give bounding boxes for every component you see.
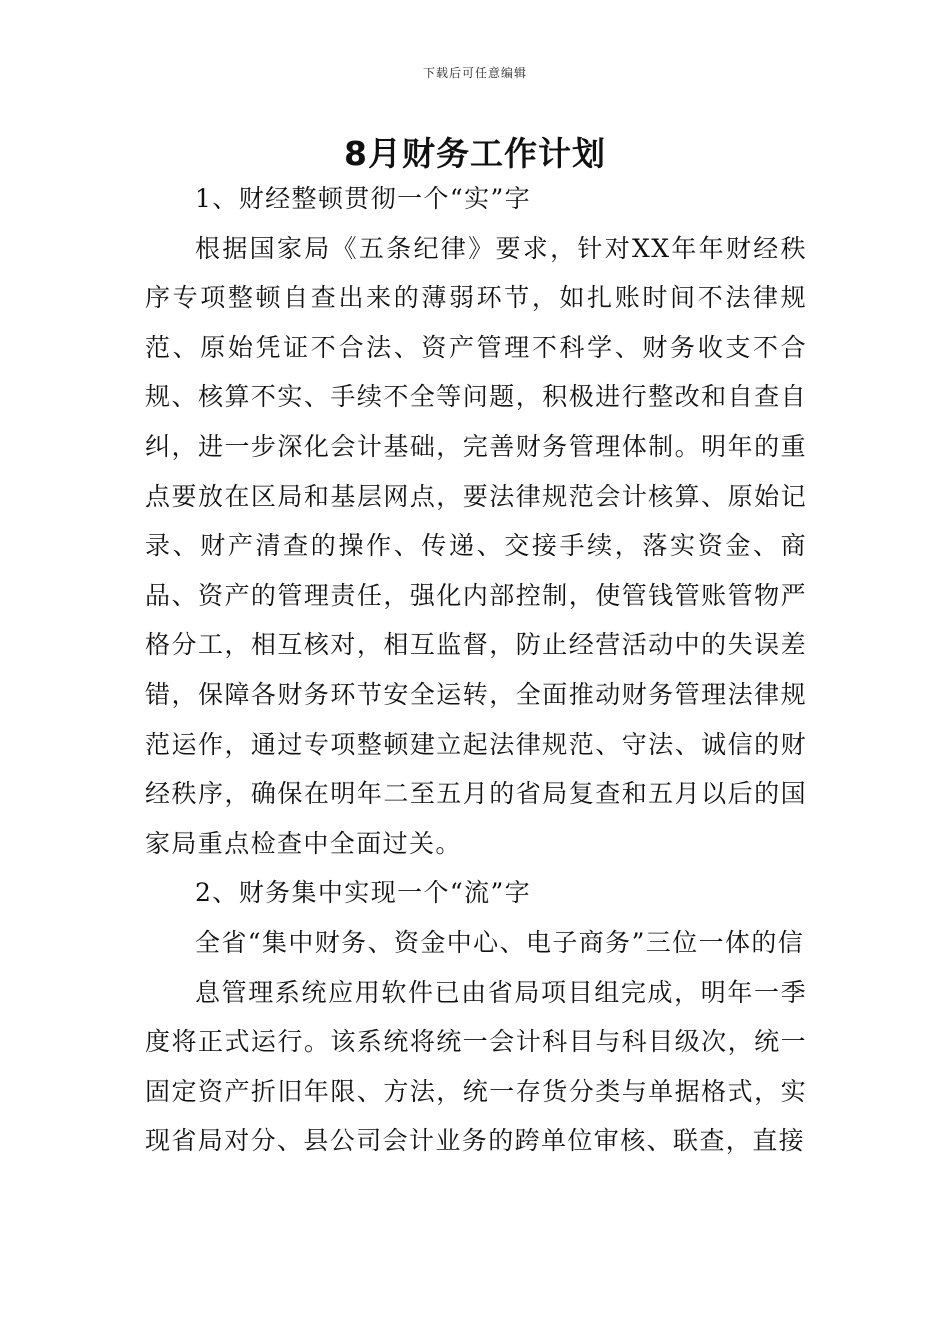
paragraph-2: 全省“集中财务、资金中心、电子商务”三位一体的信 <box>195 927 805 957</box>
section-heading-1: 1、财经整顿贯彻一个“实”字 <box>195 184 532 213</box>
section-heading-2: 2、财务集中实现一个“流”字 <box>195 878 532 908</box>
document-title: 8月财务工作计划 <box>344 134 606 173</box>
paragraph-3: 息管理系统应用软件已由省局项目组完成，明年一季度将正式运行。该系统将统一会计科目与科目级次，统一固定资产折旧年限、方法，统一存货分类与单据格式，实现省局对分、县公司会计业务的跨单位审核、联查，直接 <box>145 977 807 1156</box>
paragraph-1: 根据国家局《五条纪律》要求，针对XX年年财经秩序专项整顿自查出来的薄弱环节，如扎账时间不法律规范、原始凭证不合法、资产管理不科学、财务收支不合规、核算不实、手续不全等问题，积极进行整改和自查自纠，进一步深化会计基础，完善财务管理体制。明年的重点要放在区局和基层网点，要法律规范会计核算、原始记录、财产清查的操作、传递、交接手续，落实资金、商品、资产的管理责任，强化内部控制，使管钱管账管物严格分工，相互核对，相互监督，防止经营活动中的失误差错，保障各财务环节安全运转，全面推动财务管理法律规范运作，通过专项整顿建立起法律规范、守法、诚信的财经秩序，确保在明年二至五月的省局复查和五月以后的国家局重点检查中全面过关。 <box>145 233 807 858</box>
document-body <box>145 174 807 1166</box>
header-note: 下载后可任意编辑 <box>422 66 527 80</box>
